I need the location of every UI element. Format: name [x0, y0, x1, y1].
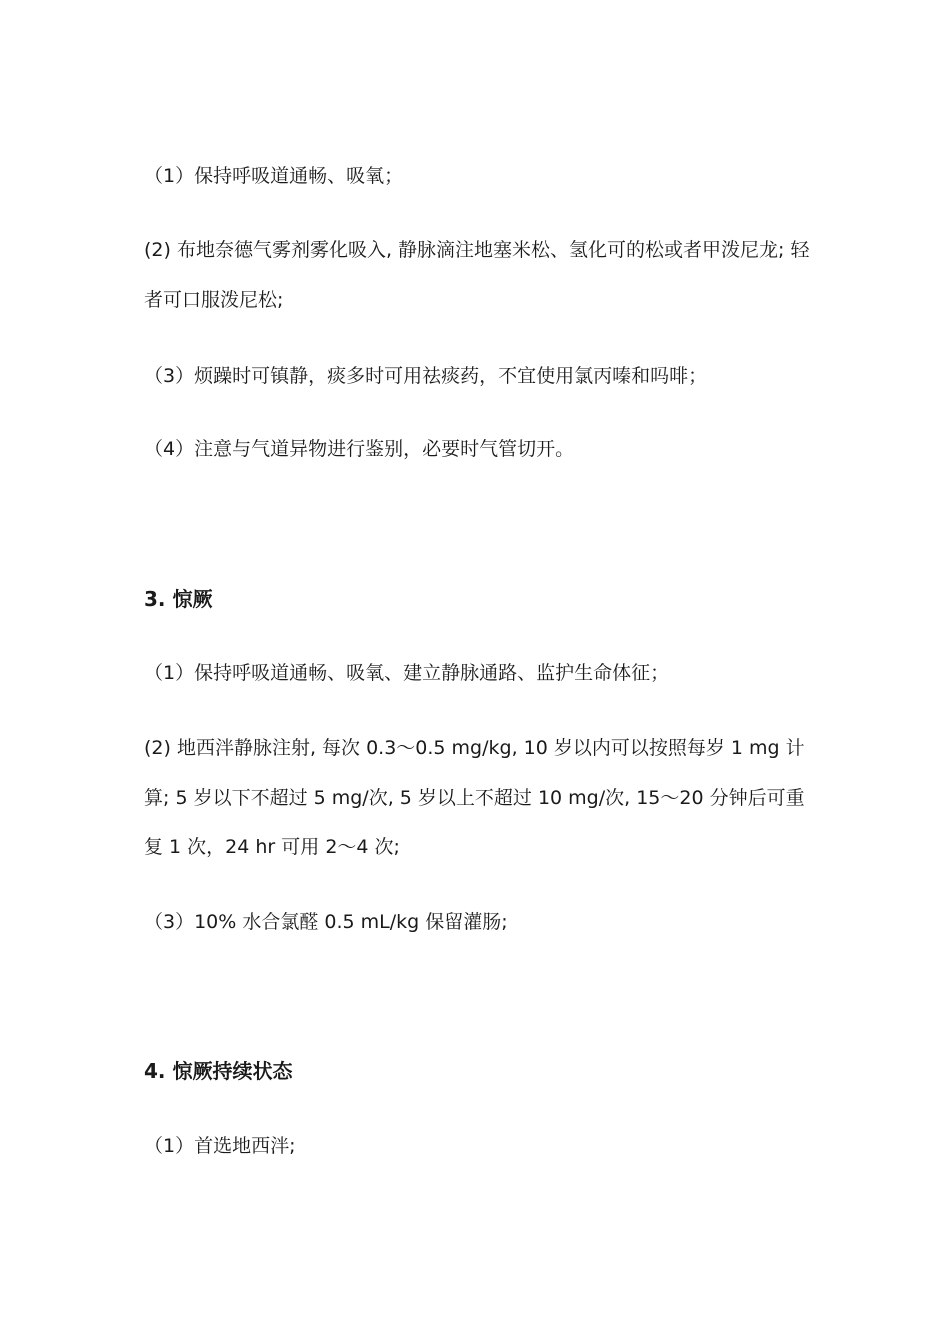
section-4-heading: 4. 惊厥持续状态: [144, 1059, 293, 1083]
section-3-item-1: （1）保持呼吸道通畅、吸氧、建立静脉通路、监护生命体征；: [144, 662, 670, 684]
section-2-item-1: （1）保持呼吸道通畅、吸氧；: [144, 165, 404, 187]
section-2-item-3: （3）烦躁时可镇静，痰多时可用祛痰药，不宜使用氯丙嗪和吗啡；: [144, 365, 708, 387]
section-2-item-4: （4）注意与气道异物进行鉴别，必要时气管切开。: [144, 438, 575, 460]
section-3-item-2-line-3: 复 1 次，24 hr 可用 2～4 次;: [144, 836, 400, 858]
section-3-item-3: （3）10% 水合氯醛 0.5 mL/kg 保留灌肠;: [144, 911, 508, 933]
section-2-item-2-line-1: (2) 布地奈德气雾剂雾化吸入, 静脉滴注地塞米松、氢化可的松或者甲泼尼龙; 轻: [144, 239, 810, 261]
section-3-item-2-line-1: (2) 地西泮静脉注射, 每次 0.3～0.5 mg/kg, 10 岁以内可以按照每岁 1 mg 计: [144, 737, 805, 759]
section-4-item-1: （1）首选地西泮;: [144, 1135, 296, 1157]
section-3-item-2-line-2: 算; 5 岁以下不超过 5 mg/次, 5 岁以上不超过 10 mg/次, 15～20 分钟后可重: [144, 787, 805, 809]
section-2-item-2-line-2: 者可口服泼尼松;: [144, 289, 284, 311]
section-3-heading: 3. 惊厥: [144, 587, 213, 611]
